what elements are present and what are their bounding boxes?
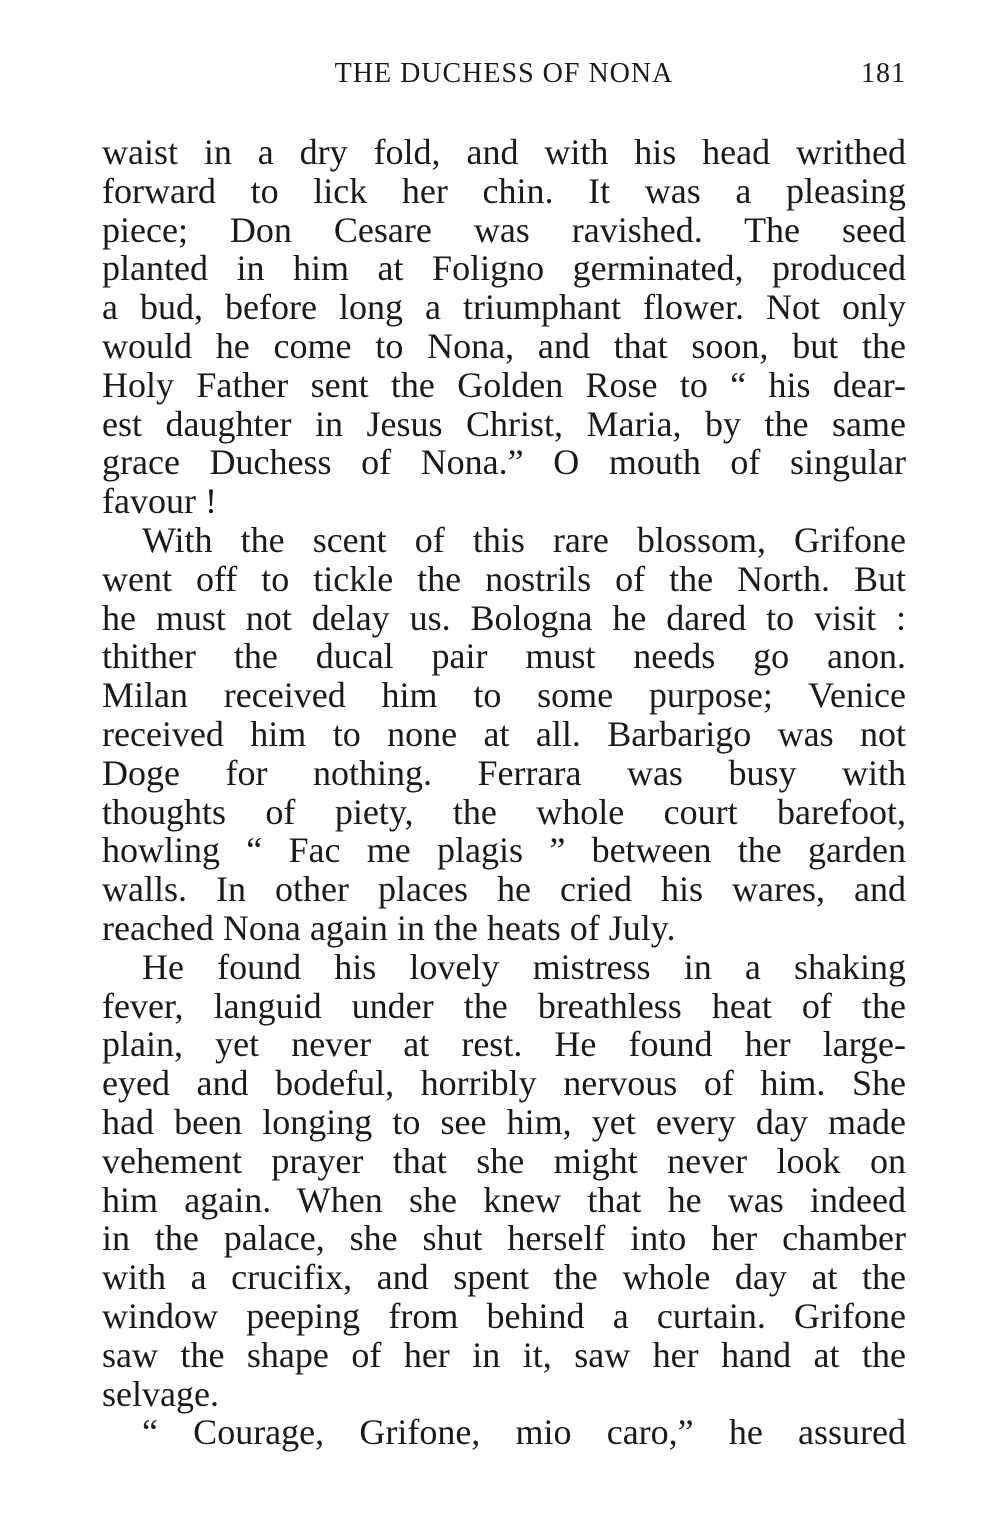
text-line: est daughter in Jesus Christ, Maria, by the same bbox=[102, 403, 906, 444]
running-head bbox=[102, 58, 906, 98]
text-line: grace Duchess of Nona.” O mouth of singular bbox=[102, 442, 906, 483]
text-line: fever, languid under the breathless heat of the bbox=[102, 985, 906, 1026]
page-number: 181 bbox=[861, 58, 906, 89]
text-line: him again. When she knew that he was indeed bbox=[102, 1179, 906, 1220]
text-line: forward to lick her chin. It was a pleasing bbox=[102, 170, 906, 211]
body-text bbox=[102, 133, 906, 1452]
text-line: favour ! bbox=[102, 481, 217, 522]
text-line: in the palace, she shut herself into her chamber bbox=[102, 1218, 906, 1259]
text-line: with a crucifix, and spent the whole day at the bbox=[102, 1257, 906, 1298]
text-line: thoughts of piety, the whole court barefoot, bbox=[102, 791, 906, 832]
text-line: waist in a dry fold, and with his head writhed bbox=[102, 132, 906, 172]
text-line: Doge for nothing. Ferrara was busy with bbox=[102, 752, 906, 793]
text-line: window peeping from behind a curtain. Grifone bbox=[102, 1295, 906, 1336]
text-line: he must not delay us. Bologna he dared to visit : bbox=[102, 597, 906, 638]
text-line: eyed and bodeful, horribly nervous of him. She bbox=[102, 1063, 906, 1104]
text-line: He found his lovely mistress in a shaking bbox=[142, 946, 906, 987]
text-line: went off to tickle the nostrils of the North. But bbox=[102, 558, 906, 599]
text-line: would he come to Nona, and that soon, but the bbox=[102, 325, 906, 366]
text-line: a bud, before long a triumphant flower. Not only bbox=[102, 287, 906, 328]
text-line: piece; Don Cesare was ravished. The seed bbox=[102, 209, 906, 250]
text-line: reached Nona again in the heats of July. bbox=[102, 907, 676, 948]
running-title: THE DUCHESS OF NONA bbox=[334, 58, 674, 89]
text-line: Milan received him to some purpose; Venice bbox=[102, 675, 906, 716]
text-line: howling “ Fac me plagis ” between the garden bbox=[102, 830, 906, 871]
text-line: With the scent of this rare blossom, Grifone bbox=[142, 519, 906, 560]
text-line: thither the ducal pair must needs go anon. bbox=[102, 636, 906, 677]
text-line: “ Courage, Grifone, mio caro,” he assured bbox=[142, 1412, 906, 1453]
text-line: received him to none at all. Barbarigo was not bbox=[102, 713, 906, 754]
text-line: selvage. bbox=[102, 1373, 219, 1414]
text-line: plain, yet never at rest. He found her large- bbox=[102, 1024, 906, 1065]
text-line: Holy Father sent the Golden Rose to “ his dear- bbox=[102, 364, 906, 405]
text-line: saw the shape of her in it, saw her hand at the bbox=[102, 1334, 906, 1375]
text-line: had been longing to see him, yet every day made bbox=[102, 1101, 906, 1142]
text-line: vehement prayer that she might never look on bbox=[102, 1140, 906, 1181]
text-line: planted in him at Foligno germinated, produced bbox=[102, 248, 906, 289]
text-line: walls. In other places he cried his wares, and bbox=[102, 869, 906, 910]
